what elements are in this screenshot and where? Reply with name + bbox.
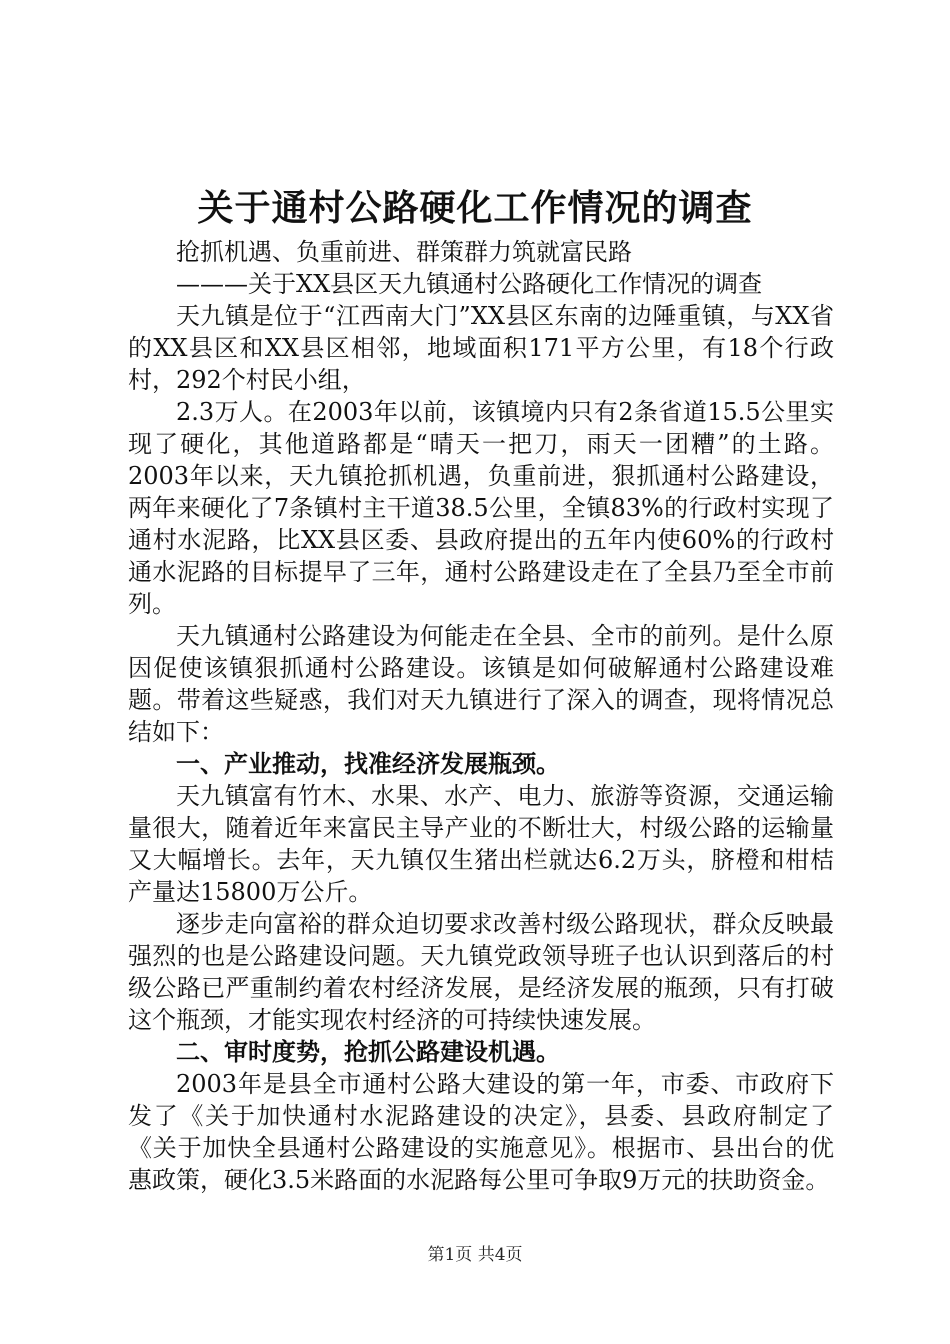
paragraph: 2003年是县全市通村公路大建设的第一年，市委、市政府下发了《关于加快通村水泥路建设的决定》，县委、县政府制定了《关于加快全县通村公路建设的实施意见》。根据市、县出台的优惠政策，硬化3.5米路面的水泥路每公里可争取9万元的扶助资金。 — [128, 1070, 834, 1194]
document-body — [128, 236, 834, 1196]
paragraph-subtitle-line: ———关于XX县区天九镇通村公路硬化工作情况的调查 — [176, 270, 763, 298]
document-title: 关于通村公路硬化工作情况的调查 — [197, 187, 753, 229]
paragraph: 2.3万人。在2003年以前，该镇境内只有2条省道15.5公里实现了硬化，其他道路都是“晴天一把刀，雨天一团糟”的土路。2003年以来，天九镇抢抓机遇，负重前进，狠抓通村公路建设，两年来硬化了7条镇村主干道38.5公里，全镇83%的行政村实现了通村水泥路，比XX县区委、县政府提出的五年内使60%的行政村通水泥路的目标提早了三年，通村公路建设走在了全县乃至全市前列。 — [128, 398, 834, 618]
paragraph-subtitle: 抢抓机遇、负重前进、群策群力筑就富民路 — [176, 238, 632, 266]
section-heading: 一、产业推动，找准经济发展瓶颈。 — [176, 749, 560, 778]
paragraph: 天九镇通村公路建设为何能走在全县、全市的前列。是什么原因促使该镇狠抓通村公路建设。该镇是如何破解通村公路建设难题。带着这些疑惑，我们对天九镇进行了深入的调查，现将情况总结如下： — [128, 622, 834, 746]
paragraph: 逐步走向富裕的群众迫切要求改善村级公路现状，群众反映最强烈的也是公路建设问题。天九镇党政领导班子也认识到落后的村级公路已严重制约着农村经济发展，是经济发展的瓶颈，只有打破这个瓶颈，才能实现农村经济的可持续快速发展。 — [128, 910, 834, 1034]
paragraph: 天九镇是位于“江西南大门”XX县区东南的边陲重镇，与XX省的XX县区和XX县区相邻，地域面积171平方公里，有18个行政村，292个村民小组， — [128, 302, 834, 394]
page-footer: 第1页 共4页 — [427, 1245, 523, 1265]
section-heading: 二、审时度势，抢抓公路建设机遇。 — [176, 1037, 560, 1066]
paragraph: 天九镇富有竹木、水果、水产、电力、旅游等资源，交通运输量很大，随着近年来富民主导产业的不断壮大，村级公路的运输量又大幅增长。去年，天九镇仅生猪出栏就达6.2万头，脐橙和柑桔产量达15800万公斤。 — [128, 782, 834, 906]
